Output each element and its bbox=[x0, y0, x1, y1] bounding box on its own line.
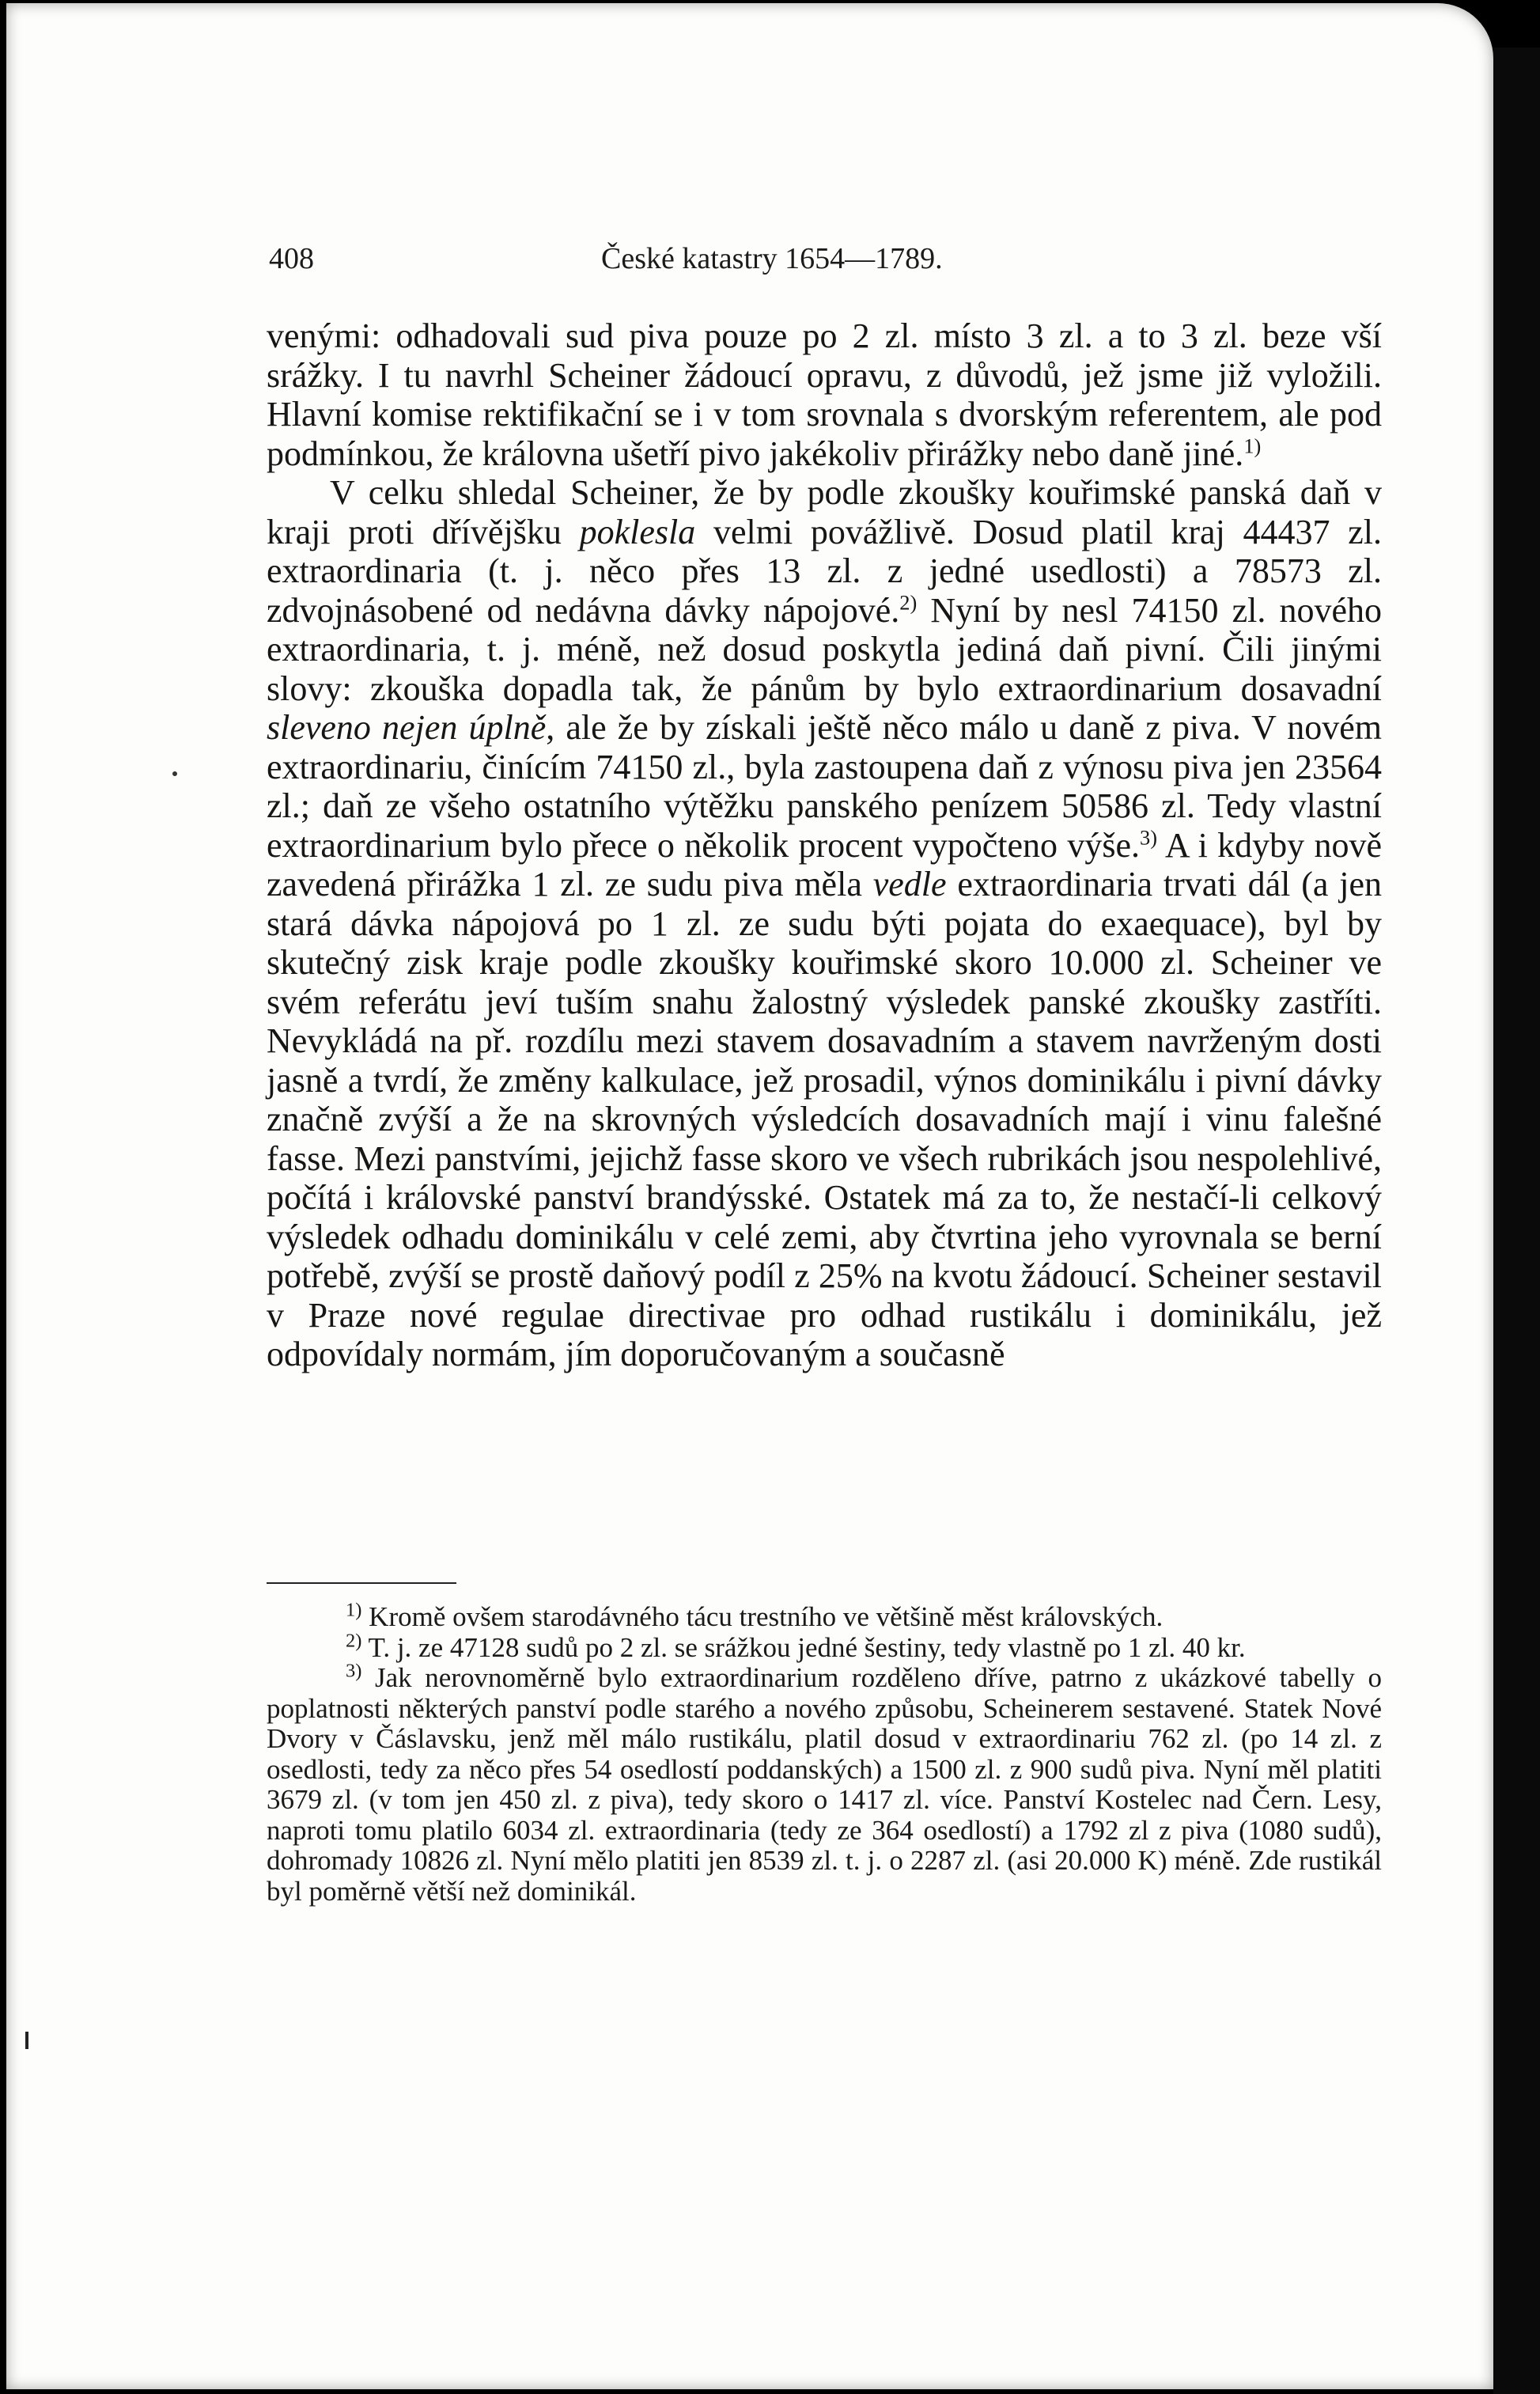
footnote-ref-2: 2) bbox=[899, 589, 918, 614]
paragraph-2-text-d: , ale že by získali ještě něco málo u daně z piva. V novém extraordinariu, činícím 74150 zl., byla zastoupena daň z výnosu piva jen 23564 zl.; daň ze všeho ostatního výtěžku panského penízem 50586 zl. Tedy vlastní extraordinarium bylo přece o několik procent vypočteno výše. bbox=[267, 708, 1382, 865]
emphasis-vedle: vedle bbox=[872, 865, 947, 903]
scan-mark bbox=[25, 2032, 28, 2049]
footnote-1 bbox=[267, 1599, 1382, 1633]
footnote-1-text: Kromě ovšem starodávného tácu trestního ve většině měst královských. bbox=[369, 1601, 1164, 1632]
paragraph-1 bbox=[267, 316, 1382, 473]
paragraph-2-text-c: Nyní by nesl 74150 zl. nového extraordinaria, t. j. méně, než dosud poskytla jediná daň pivní. Čili jinými slovy: zkouška dopadla tak, že pánům by bylo extraordinarium dosavadní bbox=[267, 590, 1382, 708]
emphasis-sleveno: sleveno nejen úplně bbox=[267, 708, 547, 747]
main-text bbox=[267, 316, 1382, 1374]
footnote-2-text: T. j. ze 47128 sudů po 2 zl. se srážkou jedné šestiny, tedy vlastně po 1 zl. 40 kr. bbox=[368, 1631, 1246, 1663]
paragraph-1-text: venými: odhadovali sud piva pouze po 2 zl. místo 3 zl. a to 3 zl. beze vší srážky. I tu navrhl Scheiner žádoucí opravu, z důvodů, jež jsme již vyložili. Hlavní komise rektifikační se i v tom srovnala s dvorským referentem, ale pod podmínkou, že královna ušetří pivo jakékoliv přirážky nebo daně jiné. bbox=[267, 316, 1382, 473]
footnote-3-text: Jak nerovnoměrně bylo extraordinarium rozděleno dříve, patrno z ukázkové tabelly o poplatnosti některých panství podle starého a nového způsobu, Scheinerem sestavené. Statek Nové Dvory v Čáslavsku, jenž měl málo rustikálu, platil dosud v extraordinariu 762 zl. (po 14 zl. z osedlosti, tedy za něco přes 54 osedlostí poddanských) a 1500 zl. z 900 sudů piva. Nyní měl platiti 3679 zl. (v tom jen 450 zl. z piva), tedy skoro o 1417 zl. více. Panství Kostelec nad Čern. Lesy, naproti tomu platilo 6034 zl. extraordinaria (tedy ze 364 osedlostí) a 1792 zl z piva (1080 sudů), dohromady 10826 zl. Nyní mělo platiti jen 8539 zl. t. j. o 2287 zl. (asi 20.000 K) méně. Zde rustikál byl poměrně větší než dominikál. bbox=[267, 1662, 1382, 1907]
scan-edge bbox=[1493, 47, 1540, 2394]
paragraph-2-text-f: extraordinaria trvati dál (a jen stará dávka nápojová po 1 zl. ze sudu býti pojata do exaequace), byl by skutečný zisk kraje podle zkoušky kouřimské skoro 10.000 zl. Scheiner ve svém referátu jeví tuším snahu žalostný výsledek panské zkoušky zastříti. Nevykládá na př. rozdílu mezi stavem dosavadním a stavem navrženým dosti jasně a tvrdí, že změny kalkulace, jež prosadil, výnos dominikálu i pivní dávky značně zvýší a že na skrovných výsledcích dosavadních mají i vinu falešné fasse. Mezi panstvími, jejichž fasse skoro ve všech rubrikách jsou nespolehlivé, počítá i královské panství brandýsské. Ostatek má za to, že nestačí-li celkový výsledek odhadu dominikálu v celé zemi, aby čtvrtina jeho vyrovnala se berní potřebě, zvýší se prostě daňový podíl z 25% na kvotu žádoucí. Scheiner sestavil v Praze nové regulae directivae pro odhad rustikálu i dominikálu, jež odpovídaly normám, jím doporučovaným a současně bbox=[267, 865, 1382, 1373]
footnote-ref-1: 1) bbox=[1243, 433, 1262, 457]
running-head bbox=[269, 241, 1376, 281]
footnote-3 bbox=[267, 1660, 1382, 1907]
footnote-3-mark: 3) bbox=[346, 1660, 362, 1682]
emphasis-poklesla: poklesla bbox=[579, 512, 696, 551]
footnote-rule bbox=[267, 1582, 456, 1584]
paragraph-2-text-e: A i kdyby nově zavedená přirážka 1 zl. ze sudu piva měla bbox=[267, 825, 1382, 903]
paragraph-2-text-a: V celku shledal Scheiner, že by podle zkoušky kouřimské panská daň v kraji proti dřívějšku bbox=[267, 473, 1382, 551]
footnote-2 bbox=[267, 1629, 1382, 1664]
paragraph-2-text-b: velmi povážlivě. Dosud platil kraj 44437 zl. extraordinaria (t. j. něco přes 13 zl. z jedné usedlosti) a 78573 zl. zdvojnásobené od nedávna dávky nápojové. bbox=[267, 512, 1382, 630]
running-title: České katastry 1654—1789. bbox=[601, 242, 943, 275]
scan-speck bbox=[172, 771, 177, 776]
footnote-ref-3: 3) bbox=[1140, 824, 1158, 849]
paragraph-2 bbox=[267, 473, 1382, 1374]
page-number: 408 bbox=[269, 242, 314, 275]
footnote-1-mark: 1) bbox=[346, 1599, 362, 1621]
footnotes bbox=[267, 1599, 1382, 1907]
footnote-2-mark: 2) bbox=[346, 1629, 362, 1651]
